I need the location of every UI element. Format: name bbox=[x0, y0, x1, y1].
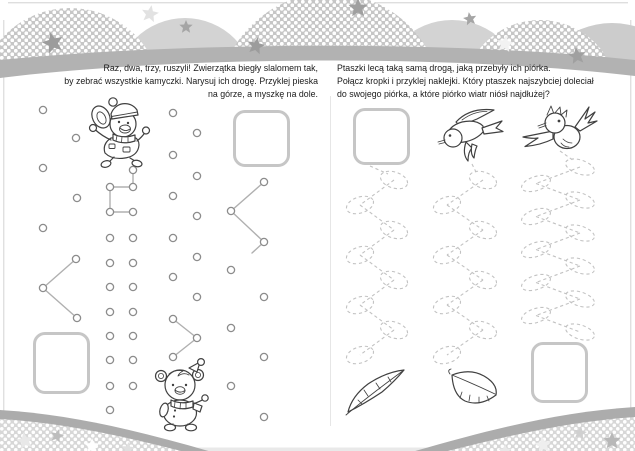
feather-middle bbox=[449, 369, 497, 403]
slalom-track-4[interactable] bbox=[227, 178, 267, 420]
pebble-dot[interactable] bbox=[129, 283, 136, 290]
pebble-dot[interactable] bbox=[129, 183, 136, 190]
instruction-line: by zebrać wszystkie kamyczki. Narysuj ich drogę. Przyklej pieska bbox=[64, 76, 318, 86]
pebble-dot[interactable] bbox=[260, 413, 267, 420]
instruction-line: na górze, a myszkę na dole. bbox=[207, 89, 318, 99]
pebble-dot[interactable] bbox=[193, 129, 200, 136]
pebble-dot[interactable] bbox=[129, 308, 136, 315]
trail-connector bbox=[360, 205, 394, 230]
swallow-bird bbox=[438, 110, 503, 162]
sticker-slot-dog[interactable] bbox=[233, 110, 290, 167]
pebble-dot[interactable] bbox=[193, 334, 200, 341]
slalom-track-3[interactable] bbox=[169, 109, 200, 360]
pebble-dot[interactable] bbox=[193, 293, 200, 300]
pebble-dot[interactable] bbox=[129, 208, 136, 215]
pebble-dot[interactable] bbox=[129, 382, 136, 389]
drawn-path-example bbox=[110, 170, 133, 212]
trail-connector bbox=[447, 305, 483, 330]
crested-bird bbox=[523, 106, 597, 149]
trail-loop bbox=[564, 321, 597, 344]
trail-connector bbox=[447, 280, 483, 305]
trail-connector bbox=[447, 330, 483, 355]
feather-trail-left[interactable] bbox=[344, 166, 410, 367]
pebble-dot[interactable] bbox=[39, 284, 46, 291]
pebble-dot[interactable] bbox=[72, 255, 79, 262]
pebble-dot[interactable] bbox=[169, 234, 176, 241]
trail-connector bbox=[447, 180, 483, 205]
pebble-dot[interactable] bbox=[106, 308, 113, 315]
page-gutter bbox=[330, 96, 331, 426]
drawn-path-example bbox=[231, 182, 264, 253]
feather-loop-trails[interactable] bbox=[344, 151, 596, 367]
pebble-dot[interactable] bbox=[227, 324, 234, 331]
sticker-slot-bird[interactable] bbox=[353, 108, 410, 165]
trail-connector bbox=[447, 205, 483, 230]
pebble-dot[interactable] bbox=[227, 382, 234, 389]
slalom-track-1[interactable] bbox=[39, 106, 80, 321]
sticker-slot-mouse[interactable] bbox=[33, 332, 90, 394]
pebble-dot[interactable] bbox=[106, 234, 113, 241]
trail-connector bbox=[360, 305, 394, 330]
pebble-dot[interactable] bbox=[73, 194, 80, 201]
pebble-dot[interactable] bbox=[227, 266, 234, 273]
pebble-dot[interactable] bbox=[129, 332, 136, 339]
pebble-dot[interactable] bbox=[129, 166, 136, 173]
right-page-instructions bbox=[337, 62, 613, 101]
pebble-dot[interactable] bbox=[260, 238, 267, 245]
pebble-dot[interactable] bbox=[39, 164, 46, 171]
pebble-dot[interactable] bbox=[106, 283, 113, 290]
trail-connector bbox=[360, 180, 394, 205]
sticker-slot-feather[interactable] bbox=[531, 342, 588, 403]
trail-connector bbox=[360, 330, 394, 355]
pebble-dot[interactable] bbox=[106, 406, 113, 413]
pebble-dot[interactable] bbox=[169, 151, 176, 158]
pebble-dot[interactable] bbox=[260, 293, 267, 300]
pebble-dot[interactable] bbox=[260, 178, 267, 185]
feather-left bbox=[346, 370, 404, 415]
pebble-dot[interactable] bbox=[169, 273, 176, 280]
trail-connector bbox=[360, 255, 394, 280]
star-icon bbox=[142, 5, 159, 22]
pebble-dot[interactable] bbox=[106, 356, 113, 363]
pebble-dot[interactable] bbox=[260, 353, 267, 360]
trail-connector bbox=[360, 230, 394, 255]
trail-connector bbox=[447, 255, 483, 280]
pebble-dot[interactable] bbox=[169, 353, 176, 360]
pebble-dot[interactable] bbox=[106, 183, 113, 190]
mouse-character bbox=[88, 98, 149, 169]
left-page-instructions bbox=[58, 62, 318, 101]
pebble-dot[interactable] bbox=[106, 332, 113, 339]
pebble-dot[interactable] bbox=[129, 234, 136, 241]
pebble-dot[interactable] bbox=[73, 314, 80, 321]
instruction-line: Raz, dwa, trzy, ruszyli! Zwierzątka biegły slalomem tak, bbox=[103, 63, 318, 73]
pebble-dot[interactable] bbox=[193, 253, 200, 260]
pebble-dot[interactable] bbox=[227, 207, 234, 214]
pebble-dot[interactable] bbox=[169, 109, 176, 116]
pebble-dot[interactable] bbox=[106, 259, 113, 266]
bear-character bbox=[156, 359, 209, 431]
slalom-track-2[interactable] bbox=[106, 166, 136, 413]
feather-trail-right[interactable] bbox=[520, 151, 597, 343]
pebble-dot[interactable] bbox=[106, 382, 113, 389]
instruction-line: Połącz kropki i przyklej naklejki. Który ptaszek najszybciej doleciał bbox=[337, 76, 594, 86]
pebble-dot[interactable] bbox=[169, 315, 176, 322]
pebble-dot[interactable] bbox=[39, 224, 46, 231]
trail-connector bbox=[360, 280, 394, 305]
trail-lead-in bbox=[370, 166, 388, 174]
pebble-dot[interactable] bbox=[39, 106, 46, 113]
trail-lead-in bbox=[472, 164, 477, 174]
pebble-dot[interactable] bbox=[169, 192, 176, 199]
pebble-dot[interactable] bbox=[193, 172, 200, 179]
bottom-border-waves bbox=[0, 407, 635, 451]
feather-trail-middle[interactable] bbox=[431, 164, 499, 367]
pebble-dot[interactable] bbox=[72, 134, 79, 141]
pebble-dot[interactable] bbox=[193, 212, 200, 219]
drawn-path-example bbox=[43, 259, 77, 318]
instruction-line: do swojego piórka, a które piórko wiatr niósł najdłużej? bbox=[337, 89, 550, 99]
pebble-dot[interactable] bbox=[129, 259, 136, 266]
pebble-dot[interactable] bbox=[106, 208, 113, 215]
instruction-line: Ptaszki lecą taką samą drogą, jaką przebyły ich piórka. bbox=[337, 63, 551, 73]
pebble-dot[interactable] bbox=[129, 356, 136, 363]
trail-connector bbox=[447, 230, 483, 255]
